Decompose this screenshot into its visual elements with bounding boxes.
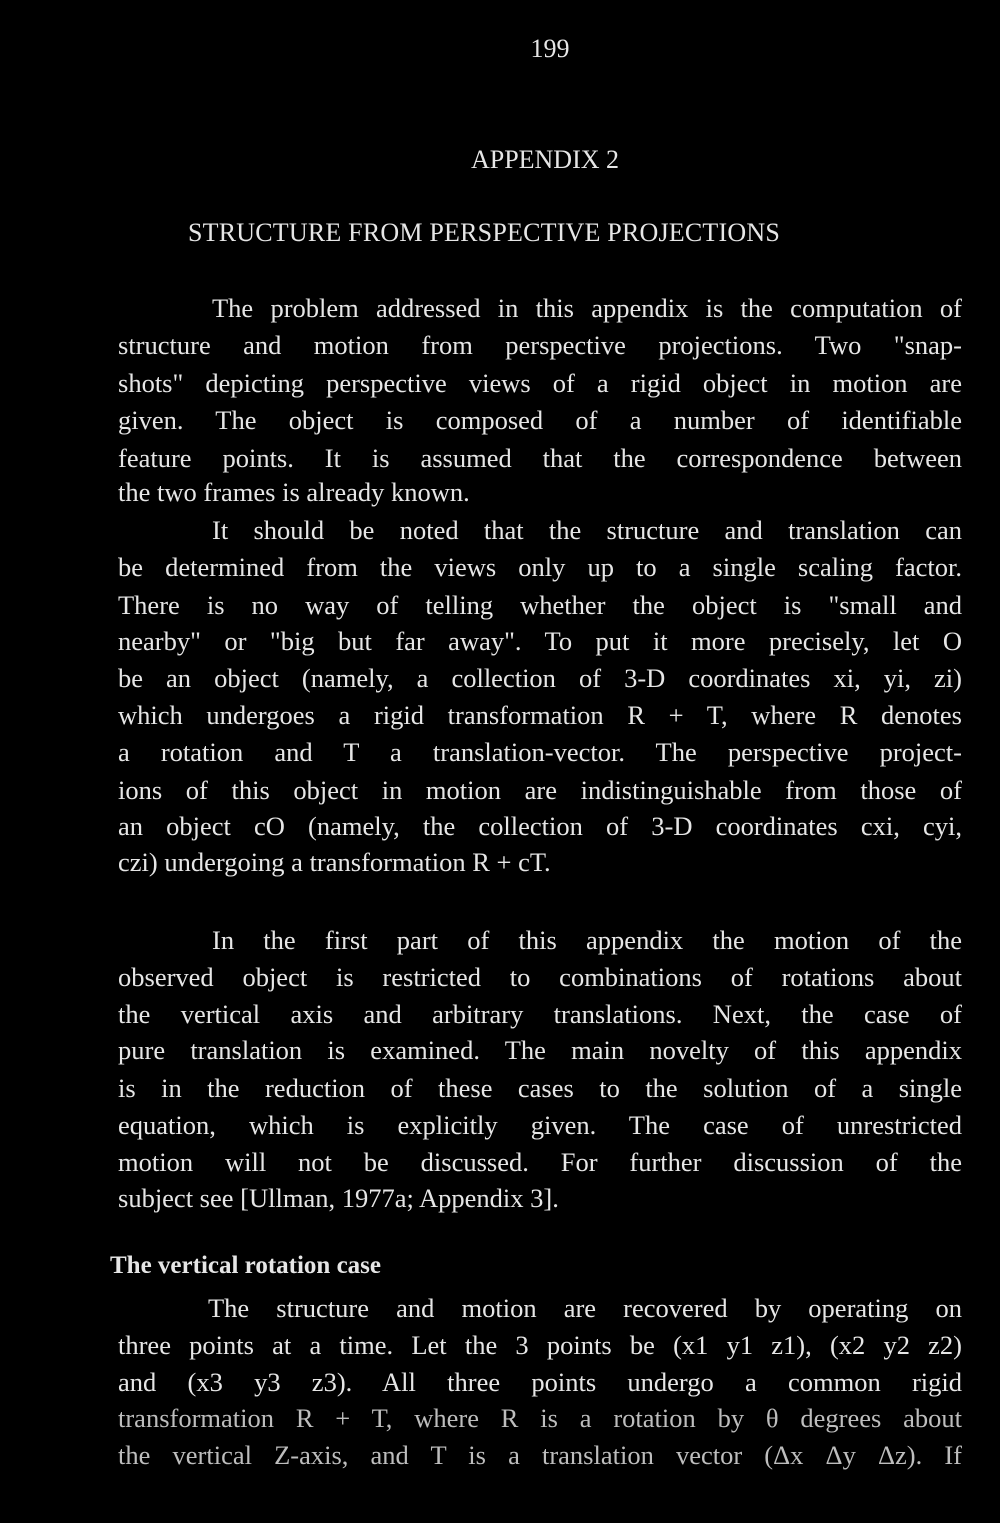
text-line: a rotation and T a translation-vector. The perspective project- (118, 737, 962, 767)
text-line: is in the reduction of these cases to the solution of a single (118, 1073, 962, 1103)
text-line: motion will not be discussed. For further discussion of the (118, 1147, 962, 1177)
text-line: an object cO (namely, the collection of 3-D coordinates cxi, cyi, (118, 811, 962, 841)
text-line: the vertical Z-axis, and T is a translation vector (Δx Δy Δz). If (118, 1440, 962, 1470)
text-line: which undergoes a rigid transformation R + T, where R denotes (118, 700, 962, 730)
text-line: shots" depicting perspective views of a rigid object in motion are (118, 368, 962, 398)
text-line: equation, which is explicitly given. The case of unrestricted (118, 1110, 962, 1140)
text-line: transformation R + T, where R is a rotation by θ degrees about (118, 1403, 962, 1433)
text-line: pure translation is examined. The main novelty of this appendix (118, 1035, 962, 1065)
text-line: feature points. It is assumed that the correspondence between (118, 443, 962, 473)
text-line: the two frames is already known. (118, 477, 470, 507)
text-line: nearby" or "big but far away". To put it more precisely, let O (118, 626, 962, 656)
appendix-title: APPENDIX 2 (470, 145, 620, 174)
section-heading: The vertical rotation case (110, 1252, 381, 1279)
text-line: In the first part of this appendix the motion of the (212, 925, 962, 955)
text-line: structure and motion from perspective projections. Two "snap- (118, 330, 962, 360)
text-line: czi) undergoing a transformation R + cT. (118, 847, 551, 877)
text-line: ions of this object in motion are indistinguishable from those of (118, 775, 962, 805)
text-line: given. The object is composed of a number of identifiable (118, 405, 962, 435)
text-line: observed object is restricted to combinations of rotations about (118, 962, 962, 992)
text-line: be determined from the views only up to a single scaling factor. (118, 552, 962, 582)
text-line: subject see [Ullman, 1977a; Appendix 3]. (118, 1183, 559, 1213)
text-line: There is no way of telling whether the object is "small and (118, 590, 962, 620)
appendix-heading: STRUCTURE FROM PERSPECTIVE PROJECTIONS (188, 218, 780, 247)
text-line: The structure and motion are recovered by operating on (208, 1293, 962, 1323)
text-line: It should be noted that the structure and translation can (212, 515, 962, 545)
text-line: The problem addressed in this appendix is the computation of (212, 293, 962, 323)
text-line: the vertical axis and arbitrary translations. Next, the case of (118, 999, 962, 1029)
page-number: 199 (530, 34, 570, 63)
text-line: be an object (namely, a collection of 3-D coordinates xi, yi, zi) (118, 663, 962, 693)
text-line: three points at a time. Let the 3 points be (x1 y1 z1), (x2 y2 z2) (118, 1330, 962, 1360)
text-line: and (x3 y3 z3). All three points undergo a common rigid (118, 1367, 962, 1397)
